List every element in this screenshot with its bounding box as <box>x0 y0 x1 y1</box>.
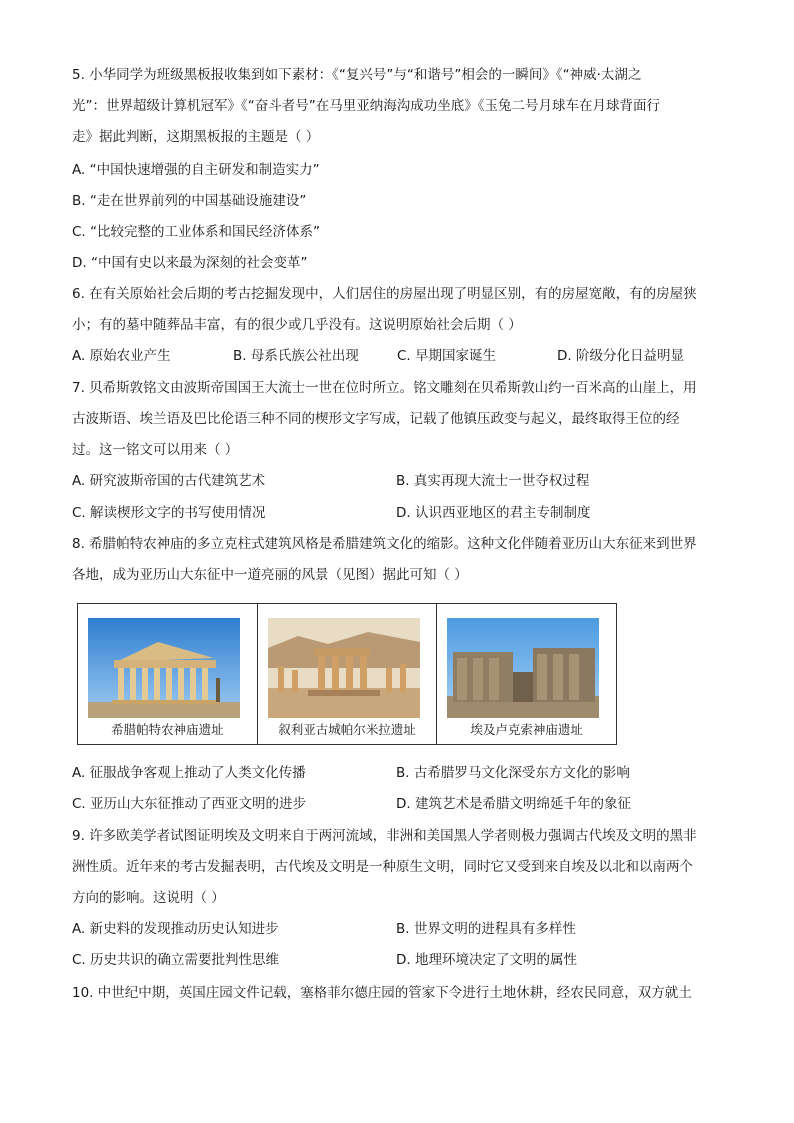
q8-figure-table <box>77 603 617 745</box>
q8-option-b[interactable]: B. 古希腊罗马文化深受东方文化的影响 <box>396 765 630 781</box>
q5-stem-line-3: 走》据此判断，这期黑板报的主题是（ ） <box>72 129 320 145</box>
q9-stem-line-3: 方向的影响。这说明（ ） <box>72 890 225 906</box>
q6-stem-line-2: 小；有的墓中随葬品丰富，有的很少或几乎没有。这说明原始社会后期（ ） <box>72 317 522 333</box>
q9-stem-line-1: 9. 许多欧美学者试图证明埃及文明来自于两河流域，非洲和美国黑人学者则极力强调古代埃及文明的黑非 <box>72 828 697 844</box>
figure-cell-luxor <box>437 604 616 744</box>
q5-option-d[interactable]: D. “中国有史以来最为深刻的社会变革” <box>72 255 308 271</box>
caption-palmyra: 叙利亚古城帕尔米拉遗址 <box>278 722 416 737</box>
q9-option-c[interactable]: C. 历史共识的确立需要批判性思维 <box>72 952 280 968</box>
q8-option-c[interactable]: C. 亚历山大东征推动了西亚文明的进步 <box>72 796 307 812</box>
q7-stem-line-2: 古波斯语、埃兰语及巴比伦语三种不同的楔形文字写成，记载了他镇压政变与起义，最终取得王位的经 <box>72 411 680 427</box>
q6-option-c[interactable]: C. 早期国家诞生 <box>397 348 497 364</box>
parthenon-photo <box>88 618 240 718</box>
q7-stem-line-3: 过。这一铭文可以用来（ ） <box>72 442 239 458</box>
q7-option-c[interactable]: C. 解读楔形文字的书写使用情况 <box>72 505 266 521</box>
q7-option-a[interactable]: A. 研究波斯帝国的古代建筑艺术 <box>72 473 266 489</box>
q10-stem-line-1: 10. 中世纪中期，英国庄园文件记载，塞格菲尔德庄园的管家下令进行土地休耕，经农民同意，双方就土 <box>72 985 692 1001</box>
q9-option-d[interactable]: D. 地理环境决定了文明的属性 <box>396 952 577 968</box>
caption-luxor: 埃及卢克索神庙遗址 <box>470 722 583 737</box>
q6-option-a[interactable]: A. 原始农业产生 <box>72 348 171 364</box>
q5-option-a[interactable]: A. “中国快速增强的自主研发和制造实力” <box>72 162 320 178</box>
q5-option-b[interactable]: B. “走在世界前列的中国基础设施建设” <box>72 193 307 209</box>
q6-option-b[interactable]: B. 母系氏族公社出现 <box>233 348 359 364</box>
caption-parthenon: 希腊帕特农神庙遗址 <box>111 722 224 737</box>
figure-cell-palmyra <box>258 604 438 744</box>
q8-option-a[interactable]: A. 征服战争客观上推动了人类文化传播 <box>72 765 306 781</box>
palmyra-photo <box>268 618 420 718</box>
luxor-photo <box>447 618 599 718</box>
q7-option-b[interactable]: B. 真实再现大流士一世夺权过程 <box>396 473 590 489</box>
q8-stem-line-1: 8. 希腊帕特农神庙的多立克柱式建筑风格是希腊建筑文化的缩影。这种文化伴随着亚历山大东征来到世界 <box>72 536 697 552</box>
q7-option-d[interactable]: D. 认识西亚地区的君主专制制度 <box>396 505 591 521</box>
figure-cell-parthenon <box>78 604 258 744</box>
q9-option-a[interactable]: A. 新史料的发现推动历史认知进步 <box>72 921 279 937</box>
q9-stem-line-2: 洲性质。近年来的考古发掘表明，古代埃及文明是一种原生文明，同时它又受到来自埃及以北和以南两个 <box>72 859 693 875</box>
q6-stem-line-1: 6. 在有关原始社会后期的考古挖掘发现中，人们居住的房屋出现了明显区别，有的房屋宽敞，有的房屋狭 <box>72 286 697 302</box>
q5-stem-line-1: 5. 小华同学为班级黑板报收集到如下素材：《“复兴号”与“和谐号”相会的一瞬间》《“神威·太湖之 <box>72 67 642 83</box>
q7-stem-line-1: 7. 贝希斯敦铭文由波斯帝国国王大流士一世在位时所立。铭文雕刻在贝希斯敦山约一百米高的山崖上，用 <box>72 380 697 396</box>
q5-stem-line-2: 光”：世界超级计算机冠军》《“奋斗者号”在马里亚纳海沟成功坐底》《玉兔二号月球车在月球背面行 <box>72 98 660 114</box>
q8-stem-line-2: 各地，成为亚历山大东征中一道亮丽的风景（见图）据此可知（ ） <box>72 567 468 583</box>
q6-option-d[interactable]: D. 阶级分化日益明显 <box>557 348 684 364</box>
q8-option-d[interactable]: D. 建筑艺术是希腊文明绵延千年的象征 <box>396 796 631 812</box>
q9-option-b[interactable]: B. 世界文明的进程具有多样性 <box>396 921 576 937</box>
q5-option-c[interactable]: C. “比较完整的工业体系和国民经济体系” <box>72 224 320 240</box>
